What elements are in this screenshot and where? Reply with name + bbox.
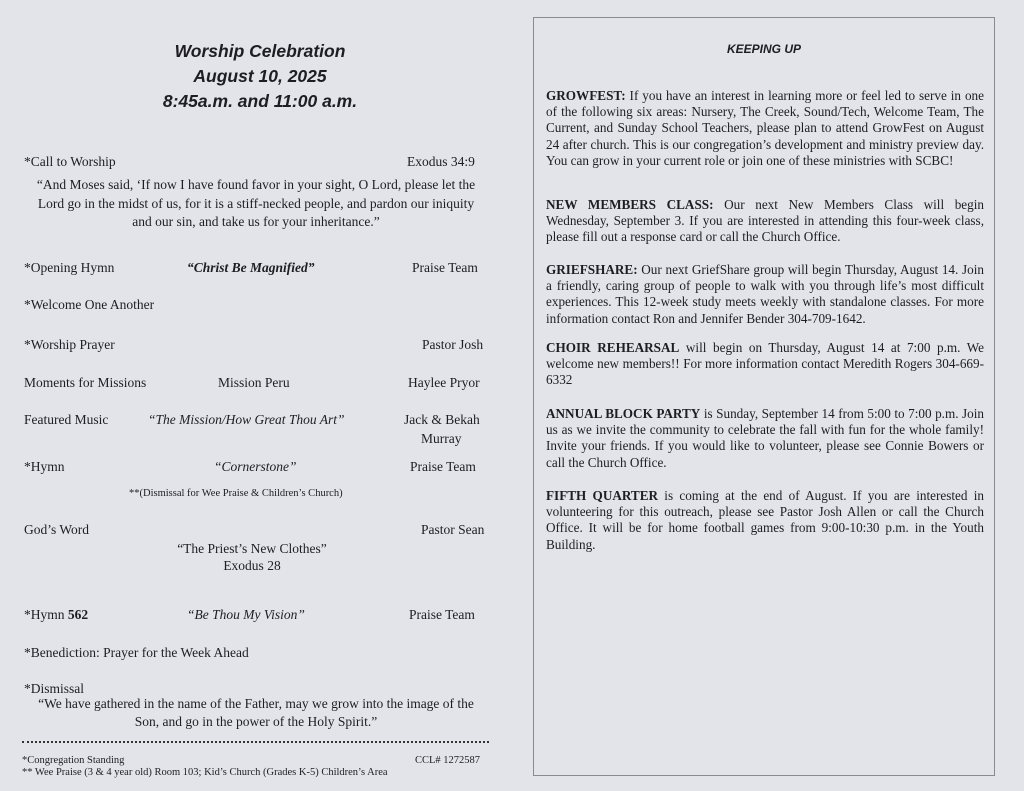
missions-title: Mission Peru — [218, 375, 290, 390]
hymn-562-leader: Praise Team — [409, 607, 475, 622]
announcement-lead: CHOIR REHEARSAL — [546, 340, 680, 355]
call-to-worship-quote-line: Lord go in the midst of us, for it is a stiff-necked people, and pardon our iniquity — [37, 196, 475, 211]
featured-music-label: Featured Music — [24, 412, 109, 427]
hymn-562-label — [24, 606, 88, 624]
dismissal-quote-line: “We have gathered in the name of the Father, may we grow into the image of the — [38, 696, 474, 711]
call-to-worship-quote-line: “And Moses said, ‘If now I have found favor in your sight, O Lord, please let the — [36, 177, 476, 192]
hymn-number: 562 — [67, 607, 89, 622]
announcement-lead: GRIEFSHARE: — [546, 262, 638, 277]
announcement-new-members — [546, 197, 984, 246]
announcement-lead: FIFTH QUARTER — [546, 488, 659, 503]
dismissal-quote-line: Son, and go in the power of the Holy Spirit.” — [134, 714, 378, 729]
announcement-block-party — [546, 406, 984, 471]
opening-hymn-leader: Praise Team — [412, 260, 478, 275]
announcement-text: is coming at the end of August. If you are interested in volunteering for this outreach, please see Pastor Josh Allen or call the Church Office. It will be for home football games from 9:00-10:30 p.m. in the Youth Building. — [546, 488, 985, 552]
hymn-label: *Hymn — [24, 459, 65, 474]
hymn-562-label-text: *Hymn — [24, 607, 68, 622]
call-to-worship-quote-line: and our sin, and take us for your inheritance.” — [132, 214, 380, 229]
opening-hymn-title: “Christ Be Magnified” — [187, 260, 315, 275]
congregation-standing-note: *Congregation Standing — [22, 755, 125, 766]
call-to-worship-label: *Call to Worship — [24, 154, 116, 169]
announcement-lead: ANNUAL BLOCK PARTY — [546, 406, 701, 421]
benediction: *Benediction: Prayer for the Week Ahead — [24, 645, 249, 660]
keeping-up-heading: KEEPING UP — [726, 42, 801, 56]
dismissal-note: **(Dismissal for Wee Praise & Children’s Church) — [129, 488, 343, 499]
announcement-text: Our next New Members Class will begin Wednesday, September 3. If you are interested in attending this four-week class, please fill out a response card or call the Church Office. — [546, 197, 985, 245]
gods-word-label: God’s Word — [24, 522, 90, 537]
hymn-562-title: “Be Thou My Vision” — [187, 607, 305, 622]
featured-music-leader: Jack & Bekah — [404, 412, 480, 427]
dismissal-label: *Dismissal — [24, 681, 85, 696]
announcement-lead: GROWFEST: — [546, 88, 626, 103]
opening-hymn-label: *Opening Hymn — [24, 260, 115, 275]
children-programs-note: ** Wee Praise (3 & 4 year old) Room 103; Kid’s Church (Grades K-5) Children’s Area — [22, 767, 388, 778]
announcement-lead: NEW MEMBERS CLASS: — [546, 197, 714, 212]
worship-prayer-leader: Pastor Josh — [422, 337, 484, 352]
announcement-text: If you have an interest in learning more or feel led to serve in one of the following six areas: Nursery, The Creek, Sound/Tech, Welcome Team, The Current, and Sunday School Teachers, please plan to attend GrowFest on August 24 after church. This is our congregation’s development and ministry preview day. You can grow in your current role or join one of these ministries with SCBC! — [546, 88, 984, 168]
sermon-title: “The Priest’s New Clothes” — [177, 541, 327, 556]
announcement-text: Our next GriefShare group will begin Thursday, August 14. Join a friendly, caring group of people to walk with you through life’s most difficult experiences. This 12-week study meets weekly with standalone classes. For more information contact Ron and Jennifer Bender 304-709-1642. — [546, 262, 984, 326]
featured-music-leader: Murray — [421, 431, 462, 446]
gods-word-leader: Pastor Sean — [421, 522, 485, 537]
dotted-divider — [22, 741, 489, 743]
missions-label: Moments for Missions — [24, 375, 147, 390]
hymn-leader: Praise Team — [410, 459, 476, 474]
call-to-worship-reference: Exodus 34:9 — [407, 154, 475, 169]
welcome-label: *Welcome One Another — [24, 297, 155, 312]
worship-prayer-label: *Worship Prayer — [24, 337, 115, 352]
sermon-reference: Exodus 28 — [223, 558, 281, 573]
announcement-choir — [546, 340, 984, 389]
featured-music-title: “The Mission/How Great Thou Art” — [148, 412, 345, 427]
announcement-griefshare — [546, 262, 984, 327]
missions-leader: Haylee Pryor — [408, 375, 480, 390]
service-date: August 10, 2025 — [193, 66, 327, 86]
announcement-text: is Sunday, September 14 from 5:00 to 7:00 p.m. Join us as we invite the community to celebrate the fall with fun for the whole family! Invite your friends. If you would like to volunteer, please see Connie Bowers or call the Church Office. — [546, 406, 985, 470]
announcement-text: will begin on Thursday, August 14 at 7:00 p.m. We welcome new members!! For more information contact Meredith Rogers 304-669-6332 — [546, 340, 984, 388]
service-times: 8:45a.m. and 11:00 a.m. — [162, 91, 358, 111]
announcement-fifth-quarter — [546, 488, 984, 553]
ccli-number: CCL# 1272587 — [415, 755, 481, 766]
hymn-title: “Cornerstone” — [214, 459, 297, 474]
service-title: Worship Celebration — [174, 41, 346, 61]
announcement-growfest — [546, 88, 984, 169]
